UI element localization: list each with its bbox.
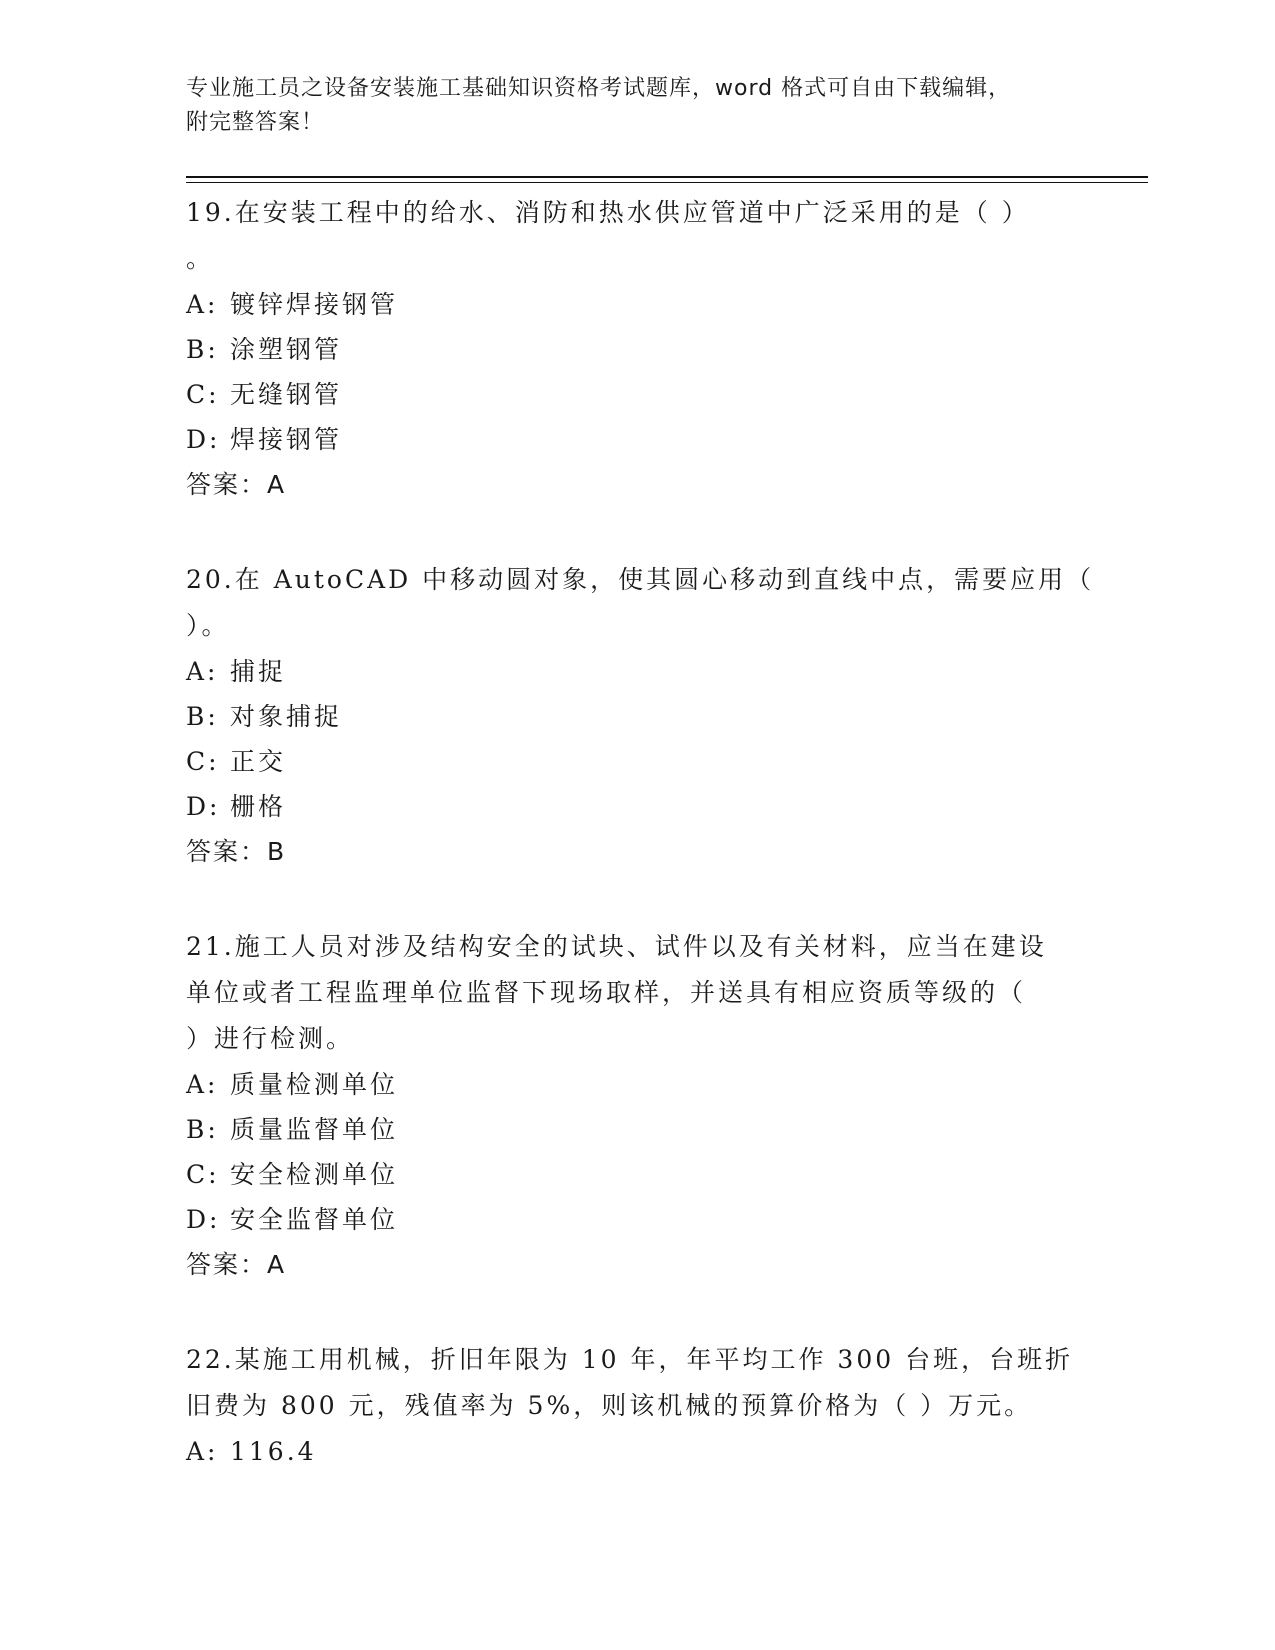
option-a xyxy=(186,1062,1066,1107)
answer-line: 答案：B xyxy=(186,837,287,866)
answer-line: 答案：A xyxy=(186,1250,287,1279)
option-letter: A: xyxy=(186,1070,219,1099)
option-letter: A: xyxy=(186,290,219,319)
option-text: 对象捕捉 xyxy=(230,702,343,731)
question-text-line: ）。 xyxy=(186,611,230,640)
option-letter: D: xyxy=(186,792,221,821)
option-text: 捕捉 xyxy=(230,657,287,686)
question-text-line: 21.施工人员对涉及结构安全的试块、试件以及有关材料，应当在建设 xyxy=(186,932,1047,961)
question-text-line: 单位或者工程监理单位监督下现场取样，并送具有相应资质等级的（ xyxy=(186,978,1027,1007)
option-text: 116.4 xyxy=(230,1437,317,1466)
question-19 xyxy=(186,190,1066,507)
option-letter: C: xyxy=(186,380,220,409)
option-text: 正交 xyxy=(230,747,287,776)
option-text: 安全检测单位 xyxy=(230,1160,399,1189)
question-20 xyxy=(186,557,1095,874)
question-text-line: ）进行检测。 xyxy=(186,1024,355,1053)
option-letter: B: xyxy=(186,1115,219,1144)
option-text: 涂塑钢管 xyxy=(230,335,343,364)
option-text: 焊接钢管 xyxy=(230,425,343,454)
option-text: 质量监督单位 xyxy=(230,1115,399,1144)
option-letter: D: xyxy=(186,1205,221,1234)
option-letter: A: xyxy=(186,657,219,686)
option-c xyxy=(186,739,1066,784)
option-letter: B: xyxy=(186,702,219,731)
answer-line: 答案：A xyxy=(186,470,287,499)
header-line-1: 专业施工员之设备安装施工基础知识资格考试题库，word 格式可自由下载编辑， xyxy=(186,76,1012,101)
option-d xyxy=(186,1197,1066,1242)
question-21 xyxy=(186,924,1066,1287)
option-c xyxy=(186,372,1066,417)
question-text-line: 19.在安装工程中的给水、消防和热水供应管道中广泛采用的是（ ） xyxy=(186,198,1030,227)
option-a xyxy=(186,649,1066,694)
header-line-2: 附完整答案！ xyxy=(186,110,325,135)
question-text-line: 。 xyxy=(186,244,215,273)
option-text: 无缝钢管 xyxy=(230,380,343,409)
option-d xyxy=(186,784,1066,829)
option-letter: C: xyxy=(186,1160,220,1189)
document-header xyxy=(186,72,1086,140)
header-divider-thin xyxy=(186,182,1148,183)
option-text: 质量检测单位 xyxy=(230,1070,399,1099)
option-letter: A: xyxy=(186,1437,219,1466)
option-d xyxy=(186,417,1066,462)
option-b xyxy=(186,327,1066,372)
option-b xyxy=(186,694,1066,739)
option-text: 栅格 xyxy=(230,792,287,821)
option-a xyxy=(186,1429,1066,1474)
option-letter: B: xyxy=(186,335,219,364)
option-text: 安全监督单位 xyxy=(230,1205,399,1234)
option-a xyxy=(186,282,1066,327)
question-text-line: 20.在 AutoCAD 中移动圆对象，使其圆心移动到直线中点，需要应用（ xyxy=(186,565,1095,594)
option-letter: D: xyxy=(186,425,221,454)
option-letter: C: xyxy=(186,747,220,776)
header-divider-thick xyxy=(186,176,1148,178)
question-22 xyxy=(186,1337,1074,1474)
question-text-line: 旧费为 800 元，残值率为 5%，则该机械的预算价格为（ ）万元。 xyxy=(186,1391,1033,1420)
option-c xyxy=(186,1152,1066,1197)
question-text-line: 22.某施工用机械，折旧年限为 10 年，年平均工作 300 台班，台班折 xyxy=(186,1345,1074,1374)
option-text: 镀锌焊接钢管 xyxy=(230,290,399,319)
option-b xyxy=(186,1107,1066,1152)
question-list xyxy=(186,190,1095,1524)
